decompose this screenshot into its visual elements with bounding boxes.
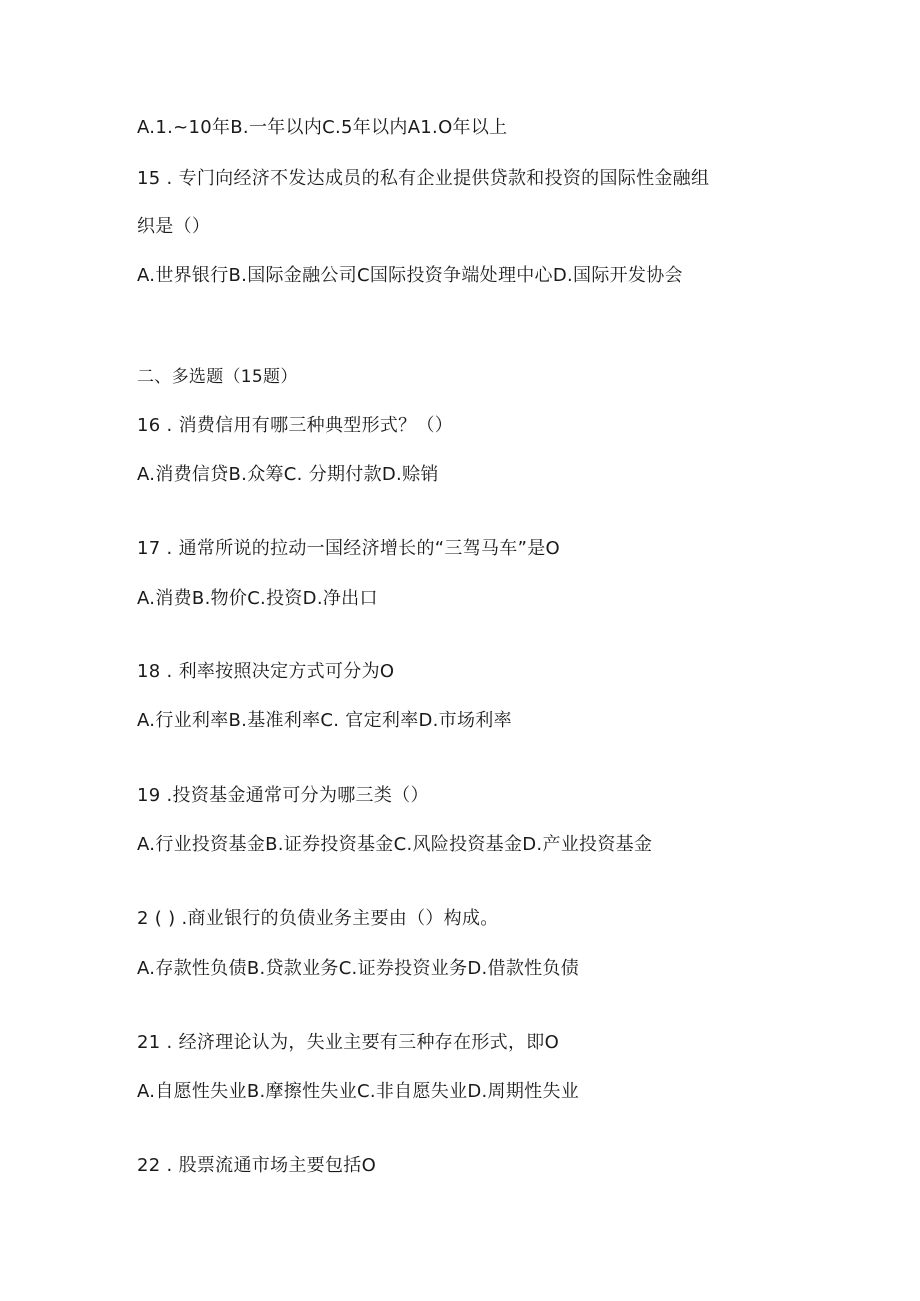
question-18: 18 . 利率按照决定方式可分为O	[137, 661, 395, 682]
section-heading-multiple-choice: 二、多选题（15题）	[137, 367, 298, 387]
question-15: 15 . 专门向经济不发达成员的私有企业提供贷款和投资的国际性金融组	[137, 168, 710, 189]
question-21: 21 . 经济理论认为，失业主要有三种存在形式，即O	[137, 1032, 560, 1053]
question-16: 16 . 消费信用有哪三种典型形式？（）	[137, 415, 454, 436]
answer-options-21: A.自愿性失业B.摩擦性失业C.非自愿失业D.周期性失业	[137, 1081, 580, 1102]
answer-options-19: A.行业投资基金B.证券投资基金C.风险投资基金D.产业投资基金	[137, 834, 653, 855]
answer-options-17: A.消费B.物价C.投资D.净出口	[137, 588, 378, 609]
question-15-continued: 织是（）	[137, 216, 211, 237]
question-17: 17 . 通常所说的拉动一国经济增长的“三驾马车”是O	[137, 538, 560, 559]
answer-options-18: A.行业利率B.基准利率C. 官定利率D.市场利率	[137, 710, 512, 731]
answer-options-20: A.存款性负债B.贷款业务C.证券投资业务D.借款性负债	[137, 958, 580, 979]
answer-options-16: A.消费信贷B.众筹C. 分期付款D.赊销	[137, 464, 439, 485]
answer-options-15: A.世界银行B.国际金融公司C国际投资争端处理中心D.国际开发协会	[137, 265, 683, 286]
question-20: 2 ( ) .商业银行的负债业务主要由（）构成。	[137, 908, 499, 929]
question-19: 19 .投资基金通常可分为哪三类（）	[137, 785, 429, 806]
answer-options-14: A.1.~10年B.一年以内C.5年以内A1.O年以上	[137, 117, 508, 138]
question-22: 22 . 股票流通市场主要包括O	[137, 1155, 377, 1176]
